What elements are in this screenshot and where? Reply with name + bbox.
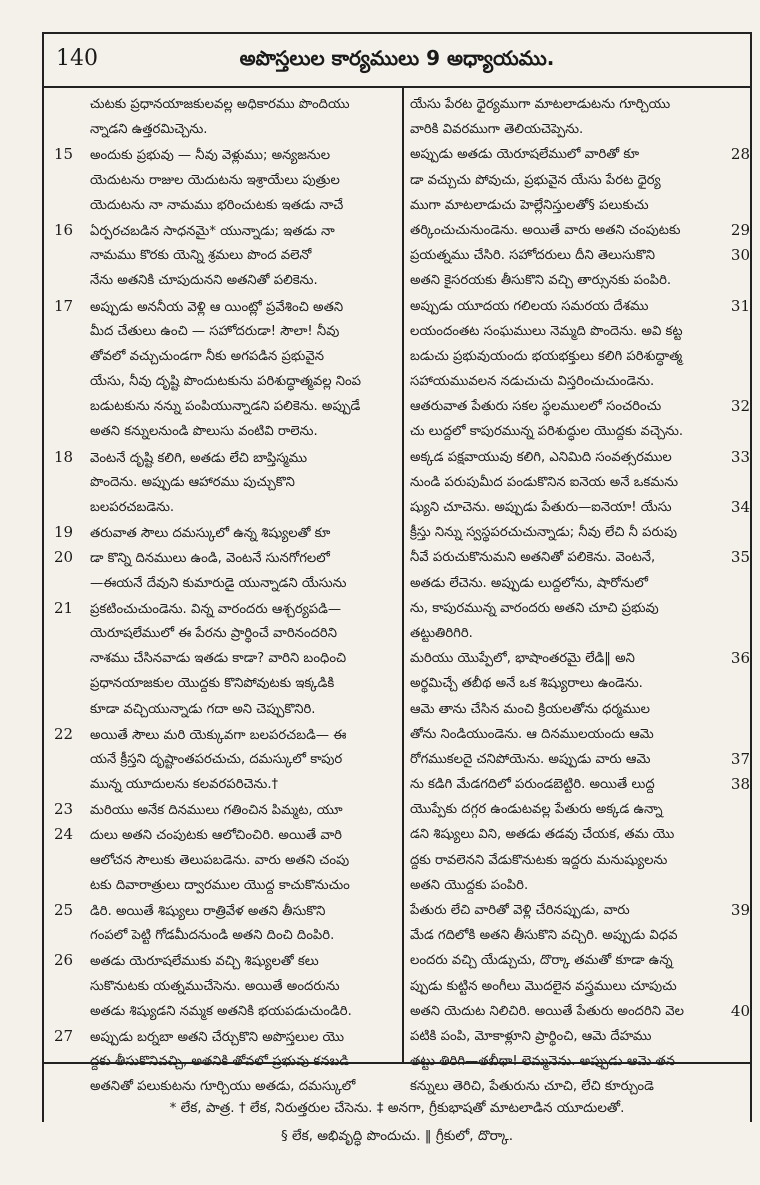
verse-text: నాశము చేసినవాడు ఇతడు కాడా? వారిని బంధించి <box>90 651 347 667</box>
text-line <box>410 898 750 923</box>
verse-text: యెదుటను నా నామము భరించుటకు ఇతడు నాచే <box>90 197 344 213</box>
verse-text: అతని యెదుట నిలిచిరి. అయితే పేతురు అందరిని వెల <box>410 1003 684 1019</box>
verse-text: అప్పుడు అననీయ వెళ్లి ఆ యింట్లో ప్రవేశించి అతని <box>90 299 344 315</box>
text-line <box>54 92 398 117</box>
verse-text: ఆలోచన సౌలుకు తెలుపబడెను. వారు అతని చంపు <box>90 852 350 868</box>
text-line <box>54 722 398 747</box>
verse-text: యెరూషలేములో ఈ పేరను ప్రార్థించే వారినందరిని <box>90 625 338 641</box>
text-line <box>54 470 398 495</box>
verse-number: 28 <box>730 145 750 164</box>
verse-number: 26 <box>54 951 74 970</box>
verse-text: అప్పుడు అతడు యెరూషలేములో వారితో కూ <box>410 147 640 163</box>
text-line <box>54 671 398 696</box>
text-line <box>410 394 750 419</box>
verse-text: అర్థమిచ్చే తబీథ అనే ఒక శిష్యురాలు ఉండెను. <box>410 676 643 692</box>
verse-number: 27 <box>54 1026 74 1045</box>
left-column <box>54 92 398 1100</box>
text-line <box>54 117 398 142</box>
verse-text: ద్దకు రావలెనని వేడుకొనుటకు ఇద్దరు మనుష్యులను <box>410 852 668 868</box>
text-line <box>410 344 750 369</box>
verse-number: 16 <box>54 220 74 239</box>
text-line <box>410 948 750 973</box>
verse-text: చు లుద్దలో కాపురమున్న పరిశుద్ధుల యొద్దకు వచ్చెను. <box>410 424 684 440</box>
verse-text: తర్కించుచునుండెను. అయితే వారు అతని చంపుటకు <box>410 222 681 238</box>
text-line <box>54 898 398 923</box>
text-line <box>410 722 750 747</box>
verse-text: యేసు, నీవు దృష్టి పొందుటకును పరిశుద్ధాత్మవల్ల నింప <box>90 374 362 390</box>
verse-text: ప్పుడు కుట్టిన అంగీలు మొదలైన వస్త్రములు చూపుచు <box>410 978 677 994</box>
text-line <box>410 117 750 142</box>
verse-text: న్నాడని ఉత్తరమిచ్చెను. <box>90 122 208 138</box>
verse-text: వెంటనే దృష్టి కలిగి, అతడు లేచి బాప్తిస్మము <box>90 450 308 466</box>
footnote-line: * లేక, పాత్ర. † లేక, నిరుత్తరుల చేసెను. ‡ అనగా, గ్రీకుభాషతో మాటలాడిన యూదులతో. <box>169 1100 625 1116</box>
text-line <box>54 369 398 394</box>
verse-number: 29 <box>730 220 750 239</box>
verse-text: పొందెను. అప్పుడు ఆహారము పుచ్చుకొని <box>90 474 295 490</box>
text-line <box>410 520 750 545</box>
text-line <box>54 697 398 722</box>
verse-text: యెదుటను రాజుల యెదుటను ఇశ్రాయేలు పుత్రుల <box>90 172 340 188</box>
verse-number: 20 <box>54 548 74 567</box>
text-line <box>410 218 750 243</box>
verse-number: 25 <box>54 901 74 919</box>
text-line <box>54 1024 398 1049</box>
text-line <box>410 797 750 822</box>
text-line <box>54 319 398 344</box>
verse-text: ప్రకటించుచుండెను. విన్న వారందరు ఆశ్చర్యపడి— <box>90 601 342 617</box>
verse-number: 36 <box>730 649 750 668</box>
verse-text: మరియు అనేక దినములు గతించిన పిమ్మట, యూ <box>90 803 343 819</box>
verse-number: 33 <box>730 447 750 466</box>
text-line <box>410 621 750 646</box>
text-line <box>410 571 750 596</box>
text-line <box>54 646 398 671</box>
verse-text: రోగముకలదై చనిపోయెను. అప్పుడు వారు ఆమె <box>410 751 651 767</box>
verse-number: 19 <box>54 523 74 542</box>
verse-text: తోను నిండియుండెను. ఆ దినములయందు ఆమె <box>410 726 654 742</box>
text-line <box>54 445 398 470</box>
text-line <box>410 848 750 873</box>
verse-text: బడుచు ప్రభువుయందు భయభక్తులు కలిగి పరిశుద్ధాత్మ <box>410 348 683 364</box>
text-line <box>54 168 398 193</box>
verse-text: పటికి పంపి, మోకాళ్లూని ప్రార్థించి, ఆమె దేహము <box>410 1028 652 1044</box>
verse-text: ప్రయత్నము చేసిరి. సహోదరులు దీని తెలుసుకొని <box>410 248 655 264</box>
text-line <box>410 445 750 470</box>
verse-text: ముగా మాటలాడుచు హెల్లేనిస్తులతో§ పలుకుచు <box>410 197 649 213</box>
verse-text: యనే క్రీస్తని దృష్టాంతపరచుచు, దమస్కులో కాపుర <box>90 751 343 767</box>
verse-number: 18 <box>54 447 74 466</box>
verse-text: మీద చేతులు ఉంచి — సహోదరుడా! సౌలా! నీవు <box>90 323 340 339</box>
text-line <box>410 268 750 293</box>
text-line <box>54 848 398 873</box>
verse-text: లయందంతట సంఘములు నెమ్మది పొందెను. అవి కట్ట <box>410 323 683 339</box>
verse-text: తరువాత సౌలు దమస్కులో ఉన్న శిష్యులతో కూ <box>90 526 331 542</box>
verse-text: కూడా వచ్చియున్నాడు గదా అని చెప్పుకొనిరి. <box>90 701 316 717</box>
text-line <box>410 193 750 218</box>
verse-text: ష్యుని చూచెను. అప్పుడు పేతురు—ఐనెయా! యేసు <box>410 500 672 515</box>
verse-number: 22 <box>54 724 74 743</box>
verse-text: యొప్పేకు దగ్గర ఉండుటవల్ల పేతురు అక్కడ ఉన్నా <box>410 802 663 818</box>
text-line <box>54 873 398 898</box>
verse-text: నామము కొరకు యెన్ని శ్రమలు పొంద వలెనో <box>90 248 312 264</box>
verse-text: నేను అతనికి చూపుదునని అతనితో పలికెను. <box>90 273 318 289</box>
text-line <box>410 697 750 722</box>
verse-text: మరియు యొప్పేలో, భాషాంతరమై లేడి‖ అని <box>410 651 635 667</box>
text-line <box>410 974 750 999</box>
verse-text: అయితే సౌలు మరి యెక్కువగా బలపరచబడి— ఈ <box>90 727 347 743</box>
verse-text: అతని యొద్దకు పంపిరి. <box>410 877 529 893</box>
text-line <box>410 545 750 570</box>
text-line <box>54 571 398 596</box>
footnote-rule <box>42 1062 752 1064</box>
verse-text: క్రీస్తు నిన్ను స్వస్థపరచుచున్నాడు; నీవు లేచి నీ పరుపు <box>410 525 678 541</box>
text-line <box>54 948 398 973</box>
verse-text: బడుటకును నన్ను పంపియున్నాడని పలికెను. అప్పుడే <box>90 399 361 415</box>
right-column <box>410 92 750 1100</box>
verse-text: ను కడిగి మేడగదిలో పరుండబెట్టిరి. అయితే లుద్ద <box>410 777 655 793</box>
text-line <box>54 193 398 218</box>
text-line <box>54 268 398 293</box>
column-divider <box>402 88 404 1062</box>
verse-number: 35 <box>730 548 750 567</box>
text-line <box>410 822 750 847</box>
text-line <box>54 596 398 621</box>
verse-text: యేసు పేరట ధైర్యముగా మాటలాడుటను గూర్చియు <box>410 97 671 112</box>
page-number: 140 <box>56 46 98 71</box>
verse-text: అతనితో పలుకుటను గూర్చియు అతడు, దమస్కులో <box>90 1079 356 1095</box>
verse-text: అప్పుడు యూదయ గలిలయ సమరయ దేశము <box>410 298 649 314</box>
verse-number: 31 <box>730 296 750 315</box>
verse-number: 38 <box>730 775 750 794</box>
text-line <box>54 923 398 948</box>
verse-text: అందుకు ప్రభువు — నీవు వెళ్లుము; అన్యజనుల <box>90 148 331 164</box>
verse-text: డా వచ్చుచు పోవుచు, ప్రభువైన యేసు పేరట ధైర్య <box>410 172 661 188</box>
verse-text: సుకొనుటకు యత్నముచేసెను. అయితే అందరును <box>90 978 340 994</box>
text-line <box>54 218 398 243</box>
verse-text: ఆమె తాను చేసిన మంచి క్రియలతోను ధర్మముల <box>410 701 651 717</box>
text-line <box>410 596 750 621</box>
verse-text: అతడు యెరూషలేముకు వచ్చి శిష్యులతో కలు <box>90 954 319 970</box>
text-line <box>54 495 398 520</box>
verse-text: పేతురు లేచి వారితో వెళ్లి చేరినప్పుడు, వారు <box>410 903 630 918</box>
text-line <box>410 923 750 948</box>
running-title: అపొస్తలుల కార్యములు 9 అధ్యాయము. <box>239 45 555 70</box>
verse-text: బలపరచబడెను. <box>90 500 175 515</box>
verse-text: మేడ గదిలోకి అతని తీసుకొని వచ్చిరి. అప్పుడు విధవ <box>410 928 678 944</box>
text-line <box>54 344 398 369</box>
text-line <box>54 974 398 999</box>
text-line <box>410 168 750 193</box>
text-line <box>54 747 398 772</box>
text-line <box>54 520 398 545</box>
text-line <box>54 772 398 797</box>
text-line <box>54 999 398 1024</box>
text-line <box>410 142 750 167</box>
verse-text: నుండి పరుపుమీద పండుకొనిన ఐనెయ అనే ఒకమను <box>410 474 679 490</box>
verse-text: ఆతరువాత పేతురు సకల స్థలములలో సంచరించు <box>410 399 662 415</box>
verse-text: అక్కడ పక్షవాయువు కలిగి, ఎనిమిది సంవత్సరముల <box>410 449 672 465</box>
verse-text: గంపలో పెట్టి గోడమీదనుండి అతని దించి దింపిరి. <box>90 928 335 944</box>
verse-text: సహాయమువలన నడుచుచు విస్తరించుచుండెను. <box>410 374 655 390</box>
text-line <box>54 394 398 419</box>
verse-number: 30 <box>730 246 750 265</box>
verse-number: 21 <box>54 598 74 617</box>
text-line <box>54 797 398 822</box>
text-line <box>410 369 750 394</box>
text-line <box>410 999 750 1024</box>
verse-text: డని శిష్యులు విని, అతడు తడవు చేయక, తమ యొ <box>410 827 675 843</box>
verse-number: 34 <box>730 498 750 516</box>
verse-text: అతని కైసరయకు తీసుకొని వచ్చి తార్సునకు పంపిరి. <box>410 273 672 289</box>
verse-text: డిరి. అయితే శిష్యులు రాత్రివేళ అతని తీసుకొని <box>90 904 326 919</box>
text-line <box>54 822 398 847</box>
text-line <box>54 142 398 167</box>
verse-text: ప్రధానయాజకుల యొద్దకు కొనిపోవుటకు ఇక్కడికి <box>90 676 335 692</box>
text-line <box>410 873 750 898</box>
text-line <box>410 294 750 319</box>
verse-text: నీవే పరుచుకొనుమని అతనితో పలికెను. వెంటనే, <box>410 550 656 566</box>
verse-number: 17 <box>54 296 74 315</box>
verse-text: వారికి వివరముగా తెలియచెప్పెను. <box>410 122 584 138</box>
verse-text: ను, కాపురమున్న వారందరు అతని చూచి ప్రభువు <box>410 600 659 616</box>
text-line <box>410 470 750 495</box>
text-line <box>54 294 398 319</box>
text-line <box>410 1024 750 1049</box>
footnotes <box>42 1094 752 1150</box>
verse-number: 40 <box>730 1001 750 1020</box>
verse-text: అతడు లేచెను. అప్పుడు లుద్దలోను, షారోనులో <box>410 575 648 591</box>
text-line <box>54 545 398 570</box>
text-line <box>410 243 750 268</box>
verse-number: 32 <box>730 397 750 416</box>
verse-text: లందరు వచ్చి యేడ్చుచు, దొర్కా తమతో కూడా ఉన్న <box>410 953 673 969</box>
text-line <box>410 747 750 772</box>
verse-text: అప్పుడు బర్నబా అతని చేర్చుకొని అపొస్తలుల యొ <box>90 1029 345 1045</box>
verse-text: డా కొన్ని దినములు ఉండి, వెంటనే సునగోగలలో <box>90 551 330 567</box>
verse-text: ఏర్పరచబడిన సాధనమై* యున్నాడు; ఇతడు నా <box>90 223 335 239</box>
verse-text: అతడు శిష్యుడని నమ్మక అతనికి భయపడుచుండిరి. <box>90 1003 352 1019</box>
verse-number: 15 <box>54 145 74 164</box>
verse-text: —ఈయనే దేవుని కుమారుడై యున్నాడని యేసును <box>90 575 347 591</box>
verse-text: తట్టుతిరిగిరి. <box>410 625 473 641</box>
text-line <box>54 419 398 444</box>
text-line <box>410 319 750 344</box>
verse-text: దులు అతని చంపుటకు ఆలోచించిరి. అయితే వారి <box>90 828 343 844</box>
text-line <box>410 419 750 444</box>
footnote-line: § లేక, అభివృద్ధి పొందుచు. ‖ గ్రీకులో, దొర్కా. <box>280 1128 514 1144</box>
text-line <box>410 646 750 671</box>
verse-number: 39 <box>730 901 750 919</box>
verse-number: 23 <box>54 800 74 819</box>
verse-text: టకు దివారాత్రులు ద్వారముల యొద్ద కాచుకొనుచుం <box>90 877 350 893</box>
text-line <box>410 671 750 696</box>
verse-text: మున్న యూదులను కలవరపరిచెను.† <box>90 777 279 793</box>
verse-text: చుటకు ప్రధానయాజకులవల్ల అధికారము పొందియు <box>90 97 350 112</box>
verse-number: 37 <box>730 749 750 768</box>
text-line <box>54 621 398 646</box>
verse-text: అతని కన్నులనుండి పొలుసు వంటివి రాలెను. <box>90 424 318 440</box>
verse-number: 24 <box>54 825 74 844</box>
text-line <box>54 243 398 268</box>
page-header <box>42 32 752 88</box>
text-line <box>410 772 750 797</box>
verse-text: కన్నులు తెరిచి, పేతురును చూచి, లేచి కూర్చుండె <box>410 1079 654 1095</box>
text-line <box>410 92 750 117</box>
verse-text: తోవలో వచ్చుచుండగా నీకు అగపడిన ప్రభువైన <box>90 348 324 364</box>
text-line <box>410 495 750 520</box>
